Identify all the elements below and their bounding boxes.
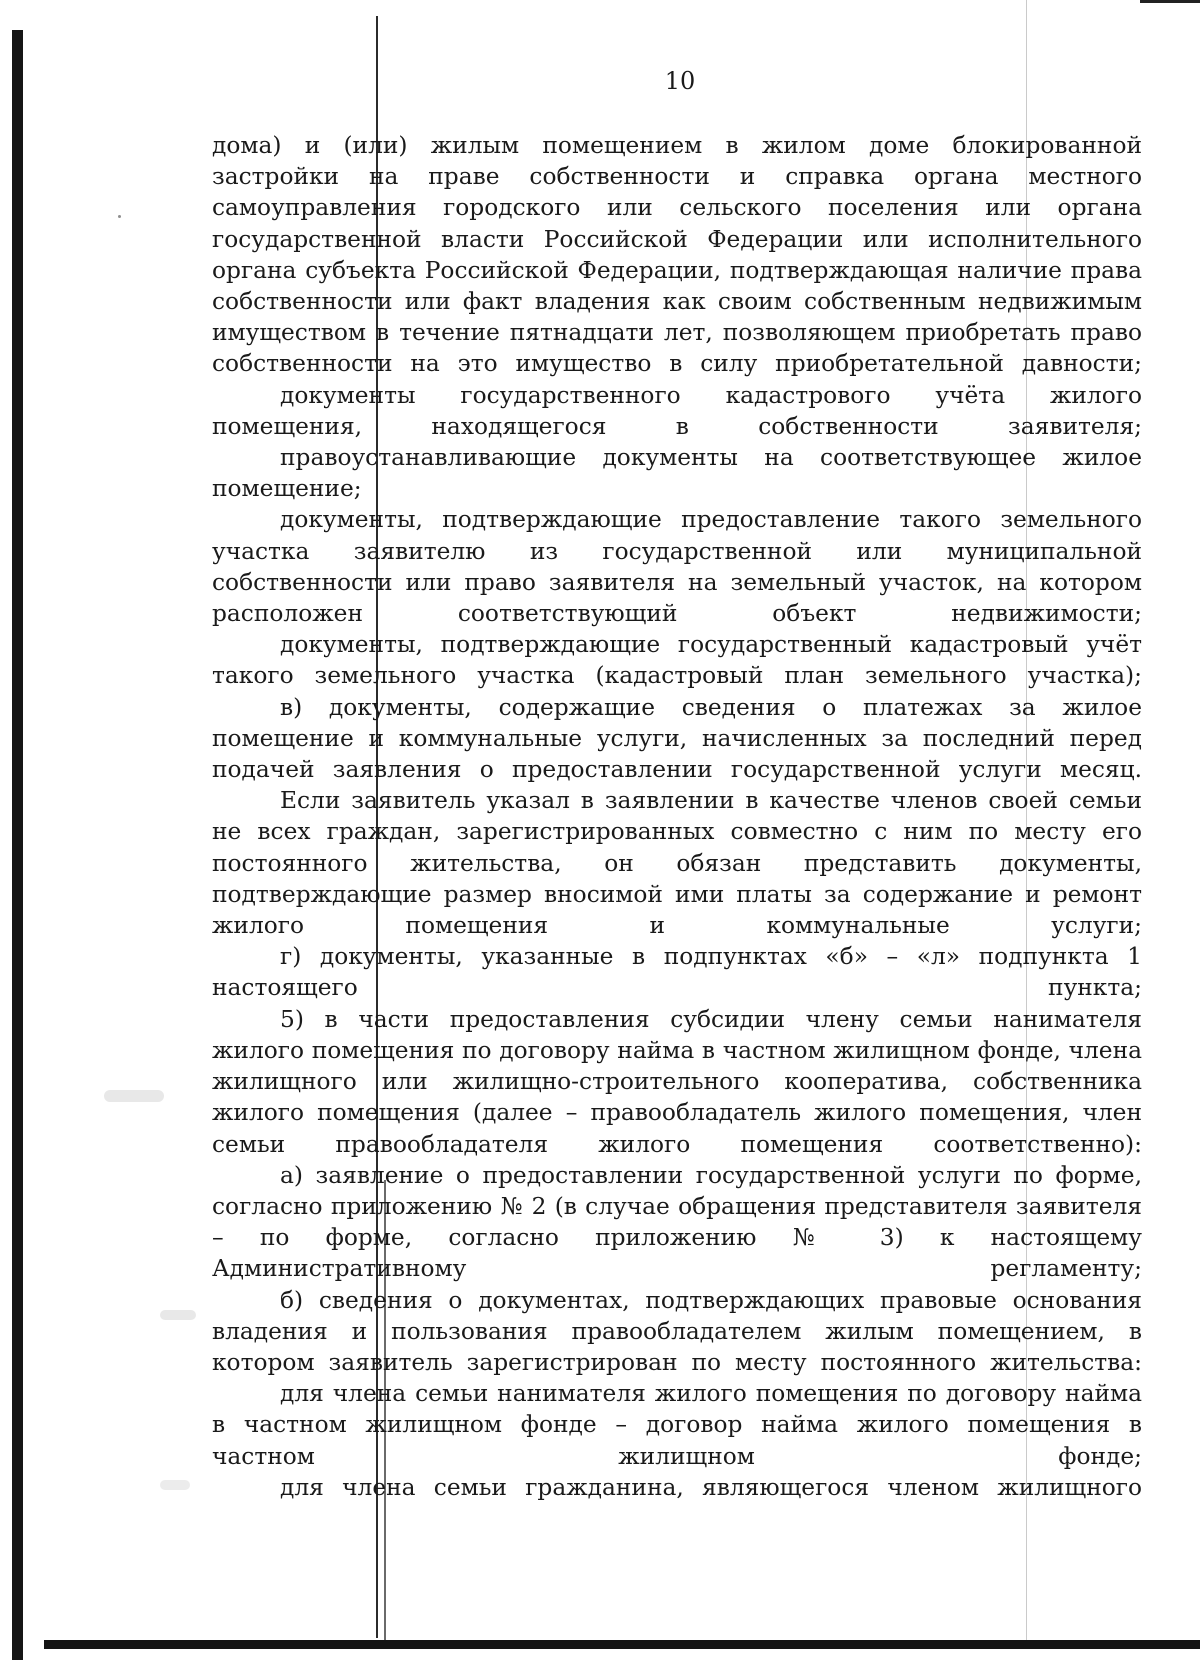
scan-speck — [118, 215, 121, 218]
paragraph: а) заявление о предоставлении государственной услуги по форме, согласно приложению № 2 (в случае обращения представителя заявителя – по форме, согласно приложению № 3) к настоящему Административному регламенту; — [212, 1161, 1142, 1283]
paragraph: документы, подтверждающие предоставление такого земельного участка заявителю из государственной или муниципальной собственности или право заявителя на земельный участок, на котором расположен соответствующий объект недвижимости; — [212, 506, 1142, 628]
scan-smudge — [160, 1480, 190, 1490]
scan-edge-top — [1140, 0, 1200, 3]
paragraph: б) сведения о документах, подтверждающих правовые основания владения и пользования правообладателем жилым помещением, в котором заявитель зарегистрирован по месту постоянного жительства: — [212, 1286, 1142, 1376]
document-body — [212, 130, 1142, 1503]
paragraph: в) документы, содержащие сведения о платежах за жилое помещение и коммунальные услуги, начисленных за последний перед подачей заявления о предоставлении государственной услуги месяц. — [212, 693, 1142, 784]
paragraph: для члена семьи гражданина, являющегося членом жилищного — [280, 1473, 1142, 1501]
paragraph: дома) и (или) жилым помещением в жилом доме блокированной застройки на праве собственности и справка органа местного самоуправления городского или сельского поселения или органа государственной власти Российской Федерации или исполнительного органа субъекта Российской Федерации, подтверждающая наличие права собственности или факт владения как своим собственным недвижимым имуществом в течение пятнадцати лет, позволяющем приобретать право собственности на это имущество в силу приобретательной давности; — [212, 132, 1142, 378]
paragraph: 5) в части предоставления субсидии члену семьи нанимателя жилого помещения по договору найма в частном жилищном фонде, члена жилищного или жилищно-строительного кооператива, собственника жилого помещения (далее – правообладатель жилого помещения, член семьи правообладателя жилого помещения соответственно): — [212, 1005, 1142, 1158]
scan-edge-bottom — [44, 1640, 1200, 1649]
paragraph: правоустанавливающие документы на соответствующее жилое помещение; — [212, 444, 1142, 503]
paragraph: для члена семьи нанимателя жилого помещения по договору найма в частном жилищном фонде – договор найма жилого помещения в частном жилищном фонде; — [212, 1380, 1142, 1470]
paragraph: документы, подтверждающие государственный кадастровый учёт такого земельного участка (кадастровый план земельного участка); — [212, 631, 1142, 690]
scan-smudge — [160, 1310, 196, 1320]
scan-smudge — [104, 1090, 164, 1102]
paragraph: Если заявитель указал в заявлении в качестве членов своей семьи не всех граждан, зарегистрированных совместно с ним по месту его постоянного жительства, он обязан представить документы, подтверждающие размер вносимой ими платы за содержание и ремонт жилого помещения и коммунальные услуги; — [212, 787, 1142, 940]
page-number: 10 — [664, 67, 696, 95]
scan-edge-left — [12, 30, 23, 1660]
paragraph: документы государственного кадастрового учёта жилого помещения, находящегося в собственности заявителя; — [212, 381, 1142, 440]
paragraph: г) документы, указанные в подпунктах «б» – «л» подпункта 1 настоящего пункта; — [212, 943, 1142, 1002]
